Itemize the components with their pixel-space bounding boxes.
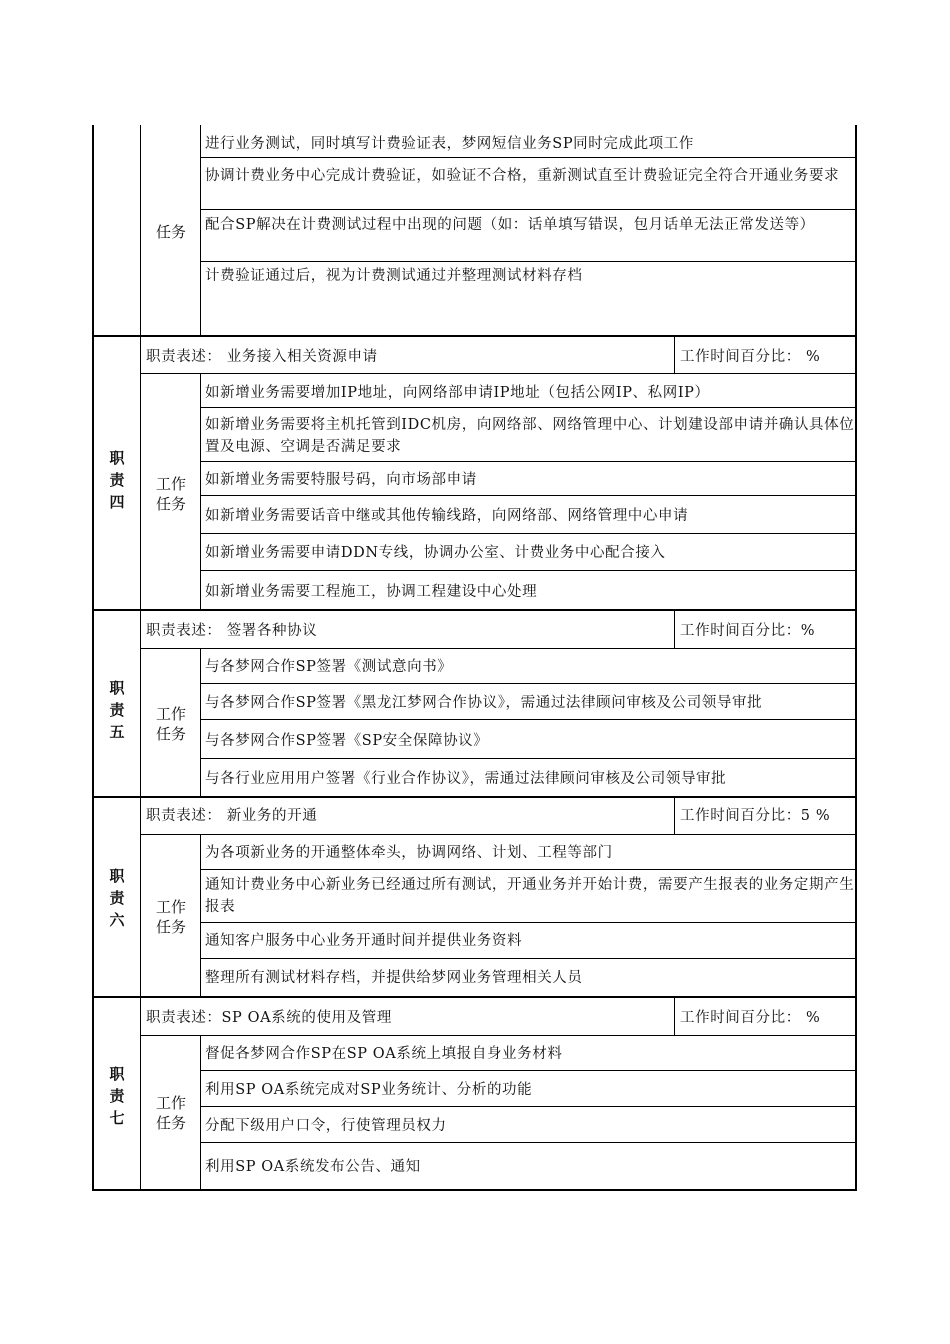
- row-line-s4-4: [200, 533, 856, 534]
- section6-task-4: 整理所有测试材料存档，并提供给梦网业务管理相关人员: [205, 970, 583, 986]
- section5-task-2: 与各梦网合作SP签署《黑龙江梦网合作协议》，需通过法律顾问审核及公司领导审批: [205, 695, 763, 711]
- section3-task-4: 计费验证通过后，视为计费测试通过并整理测试材料存档: [205, 268, 583, 284]
- row-line-s4-5: [200, 570, 856, 571]
- separator-s3-s4: [92, 335, 857, 337]
- section3-task-1: 进行业务测试，同时填写计费验证表，梦网短信业务SP同时完成此项工作: [205, 136, 694, 152]
- table-border-bottom: [92, 1189, 857, 1191]
- section5-task-1: 与各梦网合作SP签署《测试意向书》: [205, 659, 453, 675]
- section6-desc: 职责表述： 新业务的开通: [146, 808, 318, 824]
- section4-task-6: 如新增业务需要工程施工，协调工程建设中心处理: [205, 584, 538, 600]
- row-line-s4-header: [140, 373, 856, 374]
- row-line-s6-2: [200, 922, 856, 923]
- separator-s6-s7: [92, 996, 857, 998]
- section4-percent: 工作时间百分比： %: [680, 349, 821, 365]
- row-line-s5-3: [200, 758, 856, 759]
- row-line-s6-header: [140, 834, 856, 835]
- separator-s5-s6: [92, 796, 857, 798]
- section5-desc: 职责表述： 签署各种协议: [146, 623, 318, 639]
- divider-col-b-s5: [200, 648, 201, 797]
- section4-task-label: 工作任务: [156, 475, 187, 513]
- divider-percent-s5: [674, 610, 675, 648]
- section5-percent: 工作时间百分比：%: [680, 623, 816, 639]
- section4-task-4: 如新增业务需要话音中继或其他传输线路，向网络部、网络管理中心申请: [205, 508, 689, 524]
- row-line-s5-1: [200, 683, 856, 684]
- section5-task-label: 工作任务: [156, 705, 187, 743]
- section6-label: 职责六: [109, 867, 125, 929]
- section7-label: 职责七: [109, 1065, 125, 1127]
- separator-s4-s5: [92, 609, 857, 611]
- section7-task-3: 分配下级用户口令，行使管理员权力: [205, 1118, 447, 1134]
- section5-task-4: 与各行业应用用户签署《行业合作协议》，需通过法律顾问审核及公司领导审批: [205, 771, 727, 787]
- row-line-s3-3: [200, 261, 856, 262]
- divider-col-b-s6: [200, 834, 201, 997]
- section7-task-4: 利用SP OA系统发布公告、通知: [205, 1159, 421, 1175]
- section7-percent: 工作时间百分比： %: [680, 1010, 821, 1026]
- row-line-s4-1: [200, 407, 856, 408]
- section4-task-1: 如新增业务需要增加IP地址，向网络部申请IP地址（包括公网IP、私网IP）: [205, 385, 710, 401]
- section5-label: 职责五: [109, 679, 125, 741]
- section6-task-1: 为各项新业务的开通整体牵头，协调网络、计划、工程等部门: [205, 845, 613, 861]
- section7-task-2: 利用SP OA系统完成对SP业务统计、分析的功能: [205, 1082, 533, 1098]
- section7-task-label: 工作任务: [156, 1094, 187, 1132]
- section4-task-3: 如新增业务需要特服号码，向市场部申请: [205, 472, 477, 488]
- divider-col-a: [140, 125, 141, 1189]
- divider-col-b-s7: [200, 1035, 201, 1189]
- section4-desc: 职责表述： 业务接入相关资源申请: [146, 349, 378, 365]
- row-line-s7-1: [200, 1070, 856, 1071]
- table-border-right: [855, 125, 857, 1191]
- section6-percent: 工作时间百分比：5 %: [680, 808, 831, 824]
- section6-task-3: 通知客户服务中心业务开通时间并提供业务资料: [205, 933, 523, 949]
- section4-task-5: 如新增业务需要申请DDN专线，协调办公室、计费业务中心配合接入: [205, 545, 666, 561]
- row-line-s5-2: [200, 719, 856, 720]
- divider-percent-s7: [674, 997, 675, 1035]
- section7-desc: 职责表述：SP OA系统的使用及管理: [146, 1010, 392, 1026]
- row-line-s3-2: [200, 209, 856, 210]
- row-line-s6-1: [200, 869, 856, 870]
- row-line-s6-3: [200, 958, 856, 959]
- section7-task-1: 督促各梦网合作SP在SP OA系统上填报自身业务材料: [205, 1046, 563, 1062]
- section6-task-2: 通知计费业务中心新业务已经通过所有测试，开通业务并开始计费，需要产生报表的业务定期产生报表: [205, 877, 855, 915]
- divider-col-b-s4: [200, 373, 201, 610]
- section3-task-2: 协调计费业务中心完成计费验证，如验证不合格，重新测试直至计费验证完全符合开通业务要求: [205, 168, 840, 184]
- row-line-s4-3: [200, 495, 856, 496]
- section3-task-label: 任务: [155, 223, 186, 241]
- row-line-s3-1: [200, 157, 856, 158]
- row-line-s5-header: [140, 648, 856, 649]
- table-border-left: [92, 125, 94, 1191]
- row-line-s7-2: [200, 1106, 856, 1107]
- divider-percent-s6: [674, 797, 675, 834]
- section4-label: 职责四: [109, 449, 125, 511]
- row-line-s4-2: [200, 461, 856, 462]
- section6-task-label: 工作任务: [156, 898, 187, 936]
- row-line-s7-header: [140, 1035, 856, 1036]
- section4-task-2: 如新增业务需要将主机托管到IDC机房，向网络部、网络管理中心、计划建设部申请并确认具体位置及电源、空调是否满足要求: [205, 417, 855, 455]
- section5-task-3: 与各梦网合作SP签署《SP安全保障协议》: [205, 733, 489, 749]
- divider-percent-s4: [674, 336, 675, 373]
- row-line-s7-3: [200, 1142, 856, 1143]
- section3-task-3: 配合SP解决在计费测试过程中出现的问题（如：话单填写错误，包月话单无法正常发送等）: [205, 217, 815, 233]
